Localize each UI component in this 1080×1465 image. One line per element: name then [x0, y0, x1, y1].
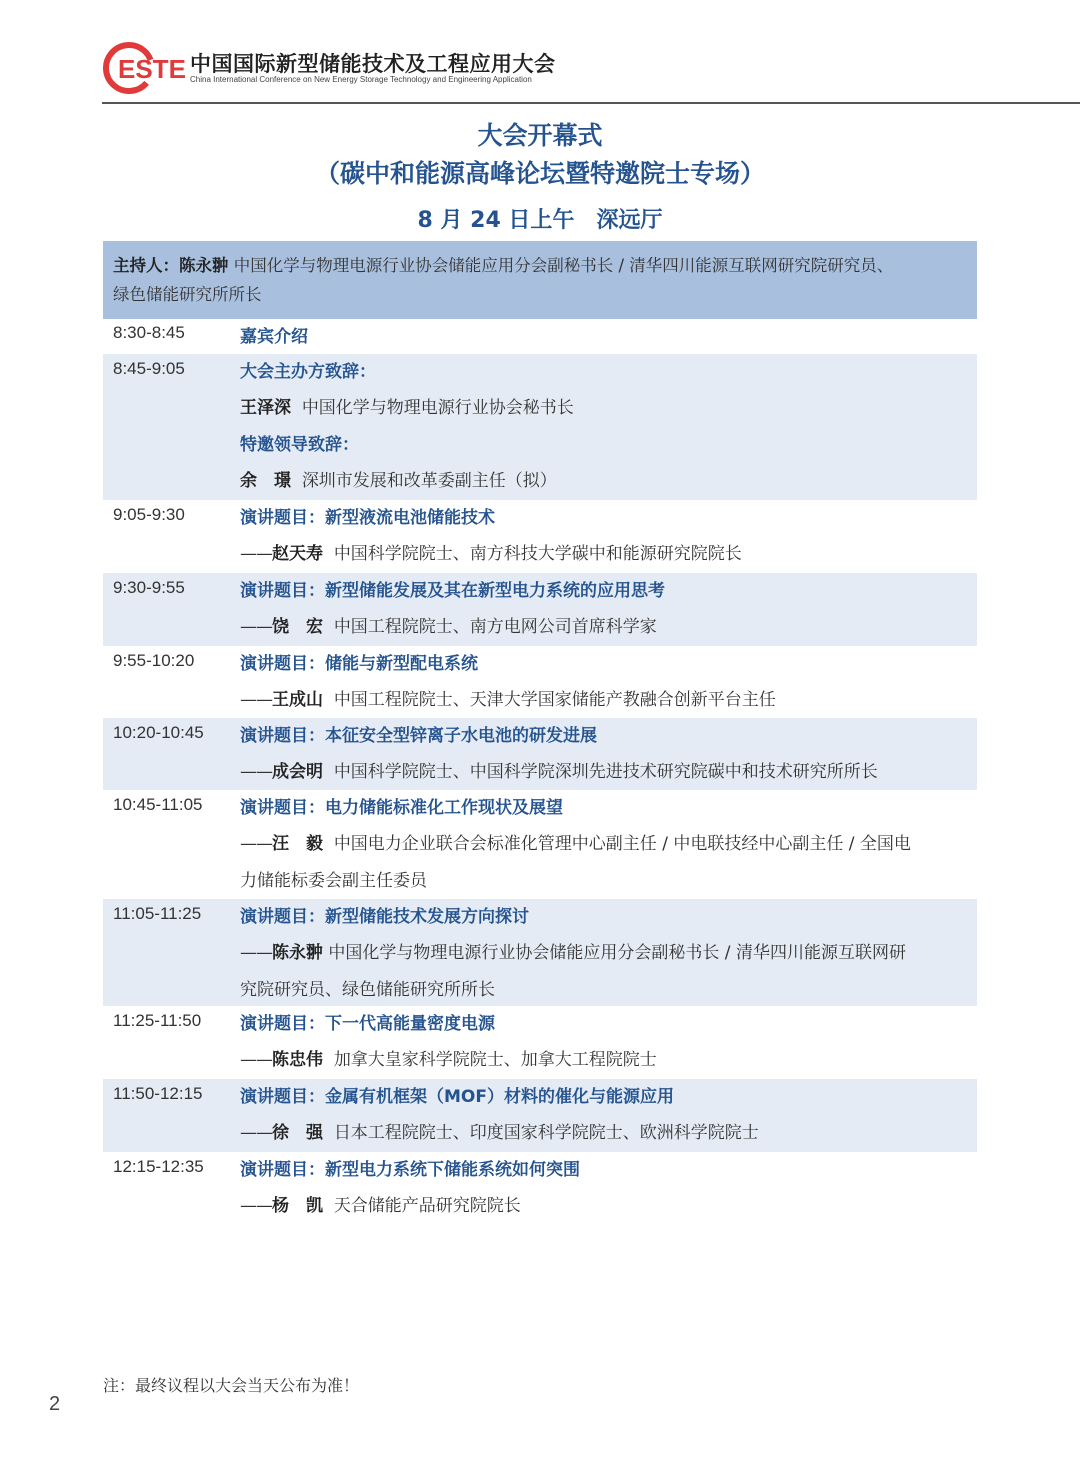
agenda-time: 9:55-10:20	[113, 651, 195, 670]
agenda-time: 12:15-12:35	[113, 1157, 204, 1176]
speaker-title-cont: 力储能标委会副主任委员	[240, 870, 427, 891]
agenda-time: 8:30-8:45	[113, 323, 185, 342]
agenda-topic: 演讲题目：下一代高能量密度电源	[240, 1014, 495, 1034]
dash: ——	[240, 943, 272, 964]
dash: ——	[240, 690, 272, 711]
dash: ——	[240, 617, 272, 638]
agenda-topic: 演讲题目：新型储能技术发展方向探讨	[240, 907, 529, 927]
agenda-row	[103, 354, 977, 500]
agenda-time: 8:45-9:05	[113, 359, 185, 378]
agenda-row	[103, 646, 977, 718]
agenda-topic: 演讲题目：新型液流电池储能技术	[240, 508, 495, 528]
agenda-row	[103, 790, 977, 899]
agenda-topic: 大会主办方致辞：	[240, 362, 376, 382]
agenda-row	[103, 899, 977, 1006]
agenda-topic: 演讲题目：电力储能标准化工作现状及展望	[240, 798, 563, 818]
speaker-title: 中国科学院院士、中国科学院深圳先进技术研究院碳中和技术研究所所长	[333, 762, 878, 783]
agenda-row	[103, 1152, 977, 1225]
agenda-time: 10:20-10:45	[113, 723, 204, 742]
agenda-topic: 演讲题目：储能与新型配电系统	[240, 654, 478, 674]
agenda-time: 9:05-9:30	[113, 505, 185, 524]
page-number: 2	[49, 1393, 61, 1415]
speaker-name: 成会明	[272, 762, 323, 783]
speaker-title: 加拿大皇家科学院院士、加拿大工程院院士	[333, 1050, 657, 1071]
session-title: 大会开幕式	[477, 121, 603, 150]
agenda-topic: 演讲题目：金属有机框架（MOF）材料的催化与能源应用	[240, 1087, 674, 1107]
speaker-title: 中国科学院院士、南方科技大学碳中和能源研究院院长	[333, 544, 742, 565]
agenda-topic: 特邀领导致辞：	[240, 434, 359, 455]
agenda-topic: 嘉宾介绍	[240, 327, 308, 347]
speaker-name: 陈忠伟	[272, 1050, 323, 1071]
speaker-title: 中国电力企业联合会标准化管理中心副主任 / 中电联技经中心副主任 / 全国电	[333, 834, 911, 855]
conference-logo	[102, 40, 186, 96]
agenda-topic: 演讲题目：本征安全型锌离子水电池的研发进展	[240, 726, 597, 746]
footnote: 注：最终议程以大会当天公布为准！	[103, 1376, 360, 1395]
conference-name-en: China International Conference on New Energy Storage Technology and Engineering Application	[190, 75, 532, 84]
dash: ——	[240, 1123, 272, 1144]
speaker-title: 中国工程院院士、南方电网公司首席科学家	[333, 617, 657, 638]
agenda-time: 11:05-11:25	[113, 904, 202, 923]
session-venue: 深远厅	[596, 208, 663, 233]
agenda-time: 11:50-12:15	[113, 1084, 203, 1103]
host-banner	[103, 241, 977, 319]
speaker-title: 中国化学与物理电源行业协会秘书长	[301, 398, 574, 419]
dash: ——	[240, 1050, 272, 1071]
speaker-name: 汪 毅	[272, 834, 323, 855]
speaker-title: 深圳市发展和改革委副主任（拟）	[301, 470, 557, 491]
conference-name-cn: 中国国际新型储能技术及工程应用大会	[190, 52, 556, 76]
host-label: 主持人：陈永翀	[113, 256, 229, 275]
speaker-name: 赵天寿	[272, 544, 323, 565]
agenda-row	[103, 1006, 977, 1079]
page-header	[102, 40, 1080, 104]
dash: ——	[240, 834, 272, 855]
speaker-name: 王成山	[272, 690, 323, 711]
speaker-name: 余 璟	[240, 470, 291, 491]
speaker-title: 天合储能产品研究院院长	[333, 1196, 521, 1217]
agenda-row	[103, 1079, 977, 1152]
svg-text:ESTE: ESTE	[118, 54, 186, 84]
session-date-venue	[0, 203, 1080, 234]
dash: ——	[240, 1196, 272, 1217]
speaker-title: 中国工程院院士、天津大学国家储能产教融合创新平台主任	[333, 690, 776, 711]
agenda-topic: 演讲题目：新型电力系统下储能系统如何突围	[240, 1160, 580, 1180]
session-date: 8 月 24 日上午	[417, 208, 575, 233]
speaker-name: 陈永翀	[272, 943, 323, 964]
speaker-title-cont: 究院研究员、绿色储能研究所所长	[240, 979, 495, 1000]
agenda-row	[103, 319, 977, 354]
speaker-title: 中国化学与物理电源行业协会储能应用分会副秘书长 / 清华四川能源互联网研	[328, 943, 906, 964]
dash: ——	[240, 762, 272, 783]
speaker-name: 王泽深	[240, 398, 291, 419]
agenda-time: 9:30-9:55	[113, 578, 185, 597]
speaker-name: 杨 凯	[272, 1196, 323, 1217]
speaker-name: 饶 宏	[272, 617, 323, 638]
agenda-row	[103, 573, 977, 646]
host-title: 中国化学与物理电源行业协会储能应用分会副秘书长 / 清华四川能源互联网研究院研究员、	[233, 256, 894, 275]
speaker-name: 徐 强	[272, 1123, 323, 1144]
agenda-topic: 演讲题目：新型储能发展及其在新型电力系统的应用思考	[240, 581, 665, 601]
agenda-time: 11:25-11:50	[113, 1011, 202, 1030]
dash: ——	[240, 544, 272, 565]
host-title-cont: 绿色储能研究所所长	[113, 285, 262, 304]
agenda-time: 10:45-11:05	[113, 795, 203, 814]
session-subtitle: （碳中和能源高峰论坛暨特邀院士专场）	[314, 159, 765, 188]
agenda-row	[103, 500, 977, 573]
speaker-title: 日本工程院院士、印度国家科学院院士、欧洲科学院院士	[333, 1123, 759, 1144]
agenda-row	[103, 718, 977, 790]
